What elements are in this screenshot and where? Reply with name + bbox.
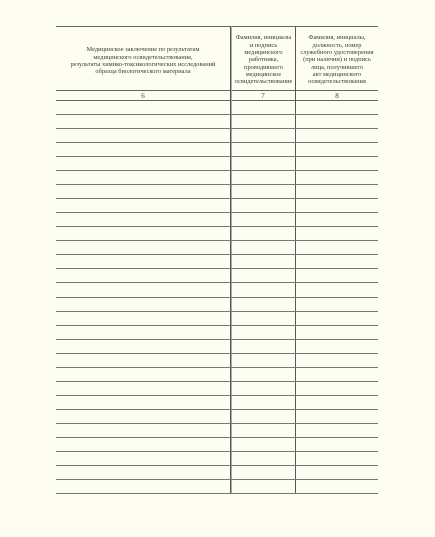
table-row bbox=[56, 128, 378, 129]
table-row bbox=[56, 170, 378, 171]
table-row bbox=[56, 437, 378, 438]
table-row bbox=[56, 268, 378, 269]
table-row bbox=[56, 451, 378, 452]
table-row bbox=[56, 226, 378, 227]
table-row bbox=[56, 395, 378, 396]
table-row bbox=[56, 198, 378, 199]
header-col-6: Медицинское заключение по результатам медицинского освидетельствования, результаты химико-токсикологических исследований образца биологического материала bbox=[70, 46, 216, 76]
table-top-border bbox=[56, 26, 378, 27]
number-row-bottom-border bbox=[56, 100, 378, 101]
table-row bbox=[56, 423, 378, 424]
table-row bbox=[56, 156, 378, 157]
form-table bbox=[56, 26, 378, 494]
table-row bbox=[56, 409, 378, 410]
table-row bbox=[56, 184, 378, 185]
table-row bbox=[56, 297, 378, 298]
header-col-8: Фамилия, инициалы, должность, номер служебного удостоверения (при наличии) и подпись лица, получившего акт медицинского освидетельствования bbox=[300, 34, 374, 86]
table-row bbox=[56, 114, 378, 115]
table-row bbox=[56, 282, 378, 283]
header-col-7: Фамилия, инициалы и подпись медицинского работника, проводившего медицинское освидетельствование bbox=[234, 34, 293, 86]
table-row bbox=[56, 325, 378, 326]
table-row bbox=[56, 465, 378, 466]
table-row bbox=[56, 479, 378, 480]
column-number-6: 6 bbox=[141, 92, 145, 100]
header-bottom-border bbox=[56, 90, 378, 91]
table-row bbox=[56, 353, 378, 354]
table-row bbox=[56, 367, 378, 368]
table-row bbox=[56, 339, 378, 340]
table-row bbox=[56, 311, 378, 312]
table-row bbox=[56, 212, 378, 213]
table-row bbox=[56, 381, 378, 382]
column-number-8: 8 bbox=[335, 92, 339, 100]
table-row bbox=[56, 142, 378, 143]
table-row bbox=[56, 493, 378, 494]
table-row bbox=[56, 254, 378, 255]
table-row bbox=[56, 240, 378, 241]
column-number-7: 7 bbox=[261, 92, 265, 100]
